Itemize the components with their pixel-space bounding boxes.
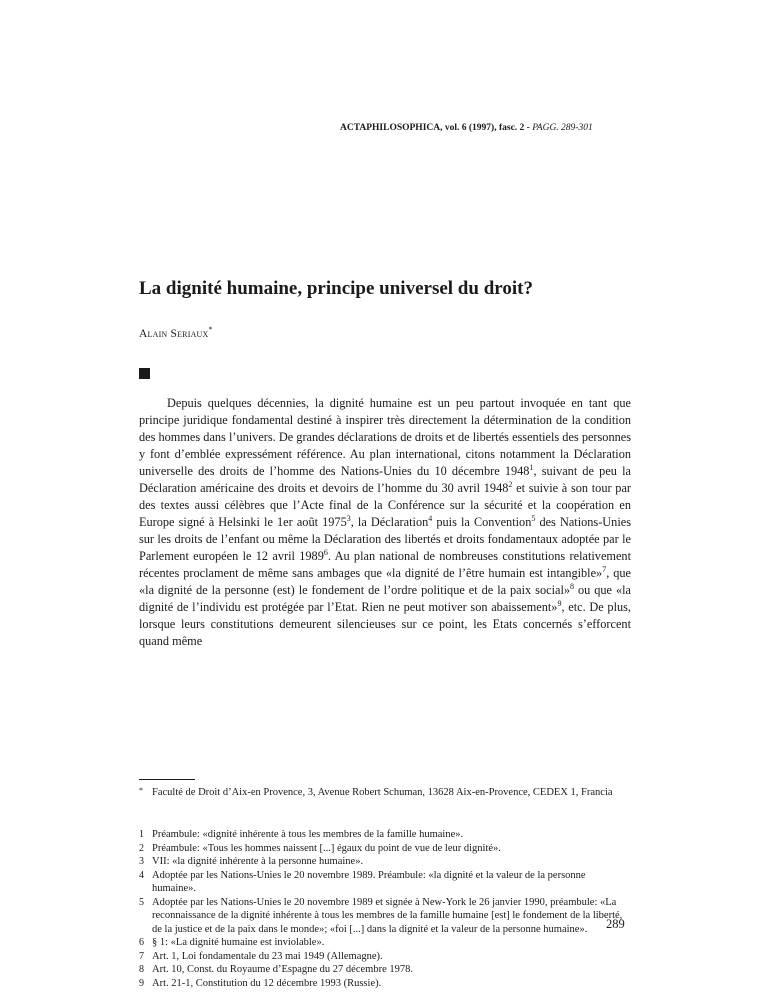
running-head [340, 123, 640, 133]
footnote-text: Art. 10, Const. du Royaume d’Espagne du 27 décembre 1978. [152, 964, 413, 975]
journal-citation: ACTAPHILOSOPHICA, vol. 6 (1997), fasc. 2 - [340, 123, 533, 133]
footnote-number: 8 [139, 964, 144, 975]
footnote-separator [139, 779, 195, 780]
footnote-number: 5 [139, 896, 144, 908]
footnote-reference: 2 [508, 479, 513, 489]
body-text-run: , suivant de peu la Déclaration américaine des droits et devoirs de l’homme du 30 avril 1948 [139, 464, 631, 495]
footnote-reference: 9 [557, 598, 562, 608]
footnote-item [139, 869, 631, 896]
body-text-run: Depuis quelques décennies, la dignité humaine est un peu partout invoquée en tant que principe juridique fondamental destiné à inspirer très directement la détermination de la condition des hommes dans l’univers. De grandes déclarations de droits et de libertés essentiels des personnes y font d’emblée expressément référence. Au plan international, citons notamment la Déclaration universelle des droits de l’homme des Nations-Unies du 10 décembre 1948 [139, 396, 631, 478]
body-text-run: , etc. De plus, lorsque leurs constitutions demeurent silencieuses sur ce point, les Etats concernés s’efforcent quand même [139, 600, 631, 648]
footnote-text: Adoptée par les Nations-Unies le 20 novembre 1989 et signée à New-York le 26 janvier 1990, préambule: «La reconnaissance de la dignité inhérente à tous les membres de la famille humaine [est] le fondement de la liberté, de la justice et de la paix dans le monde»; «foi [...] dans la dignité et la valeur de la personne humaine». [152, 896, 623, 935]
affiliation-footnote [139, 785, 631, 800]
footnote-number: 2 [139, 842, 144, 854]
footnote-number: 4 [139, 869, 144, 881]
footnote-number: 1 [139, 829, 144, 840]
footnote-reference: 8 [570, 581, 575, 591]
body-text-run: puis la Convention [432, 515, 532, 529]
footnote-item [139, 950, 631, 964]
body-text-run: . Au plan national de nombreuses constitutions relativement récentes proclament de même sans ambages que «la dignité de l’être humain est intangible» [139, 549, 631, 580]
footnote-text: Art. 1, Loi fondamentale du 23 mai 1949 (Allemagne). [152, 950, 383, 962]
footnote-item [139, 977, 631, 991]
footnote-text: § 1: «La dignité humaine est inviolable». [152, 937, 325, 948]
footnote-number: 3 [139, 856, 144, 867]
body-text-run: , la Déclaration [350, 515, 429, 529]
author-footnote-mark: * [208, 325, 213, 334]
body-text-run: des Nations-Unies sur les droits de l’enfant ou même la Déclaration des libertés et droits fondamentaux adoptée par le Parlement européen le 12 avril 1989 [139, 515, 631, 563]
affiliation-footnote-text: Faculté de Droit d’Aix-en Provence, 3, Avenue Robert Schuman, 13628 Aix-en-Provence, CEDEX 1, Francia [152, 787, 613, 798]
body-paragraph [139, 395, 631, 650]
footnote-text: Art. 21-1, Constitution du 12 décembre 1993 (Russie). [152, 977, 382, 989]
footnote-reference: 5 [531, 513, 536, 523]
footnote-number: 7 [139, 950, 144, 962]
footnote-item [139, 855, 631, 869]
page-number: 289 [606, 917, 625, 931]
footnote-reference: 4 [428, 513, 433, 523]
footnote-reference: 6 [323, 547, 328, 557]
section-square-ornament [139, 368, 150, 379]
page-range: PAGG. 289-301 [532, 123, 593, 133]
footnote-item [139, 936, 631, 950]
body-text-run: ou que «la dignité de l’individu est protégée par l’Etat. Rien ne peut motiver son abaissement» [139, 583, 631, 614]
footnote-number: 6 [139, 937, 144, 948]
footnote-reference: 7 [602, 564, 607, 574]
author-line [139, 325, 213, 340]
footnote-reference: 1 [529, 462, 534, 472]
body-text-run: , que «la dignité de la personne (est) le fondement de l’ordre politique et de la paix social» [139, 566, 632, 597]
footnotes-list [139, 828, 631, 990]
footnote-item [139, 842, 631, 856]
affiliation-footnote-mark: * [139, 786, 143, 795]
footnote-item [139, 963, 631, 977]
body-text-run: et suivie à son tour par des textes aussi célèbres que l’Acte final de la Conférence sur la sécurité et la coopération en Europe signé à Helsinki le 1er août 1975 [139, 481, 631, 529]
footnote-item [139, 828, 631, 842]
footnote-reference: 3 [346, 513, 351, 523]
footnote-text: Préambule: «Tous les hommes naissent [...] égaux du point de vue de leur dignité». [152, 842, 501, 854]
footnote-text: VII: «la dignité inhérente à la personne humaine». [152, 856, 364, 867]
footnote-number: 9 [139, 977, 144, 989]
author-name: Alain Seriaux [139, 327, 209, 340]
footnote-item [139, 896, 631, 937]
footnote-text: Préambule: «dignité inhérente à tous les membres de la famille humaine». [152, 829, 464, 840]
footnote-text: Adoptée par les Nations-Unies le 20 novembre 1989. Préambule: «la dignité et la valeur de la personne humaine». [152, 869, 586, 894]
article-title: La dignité humaine, principe universel du droit? [139, 278, 533, 299]
